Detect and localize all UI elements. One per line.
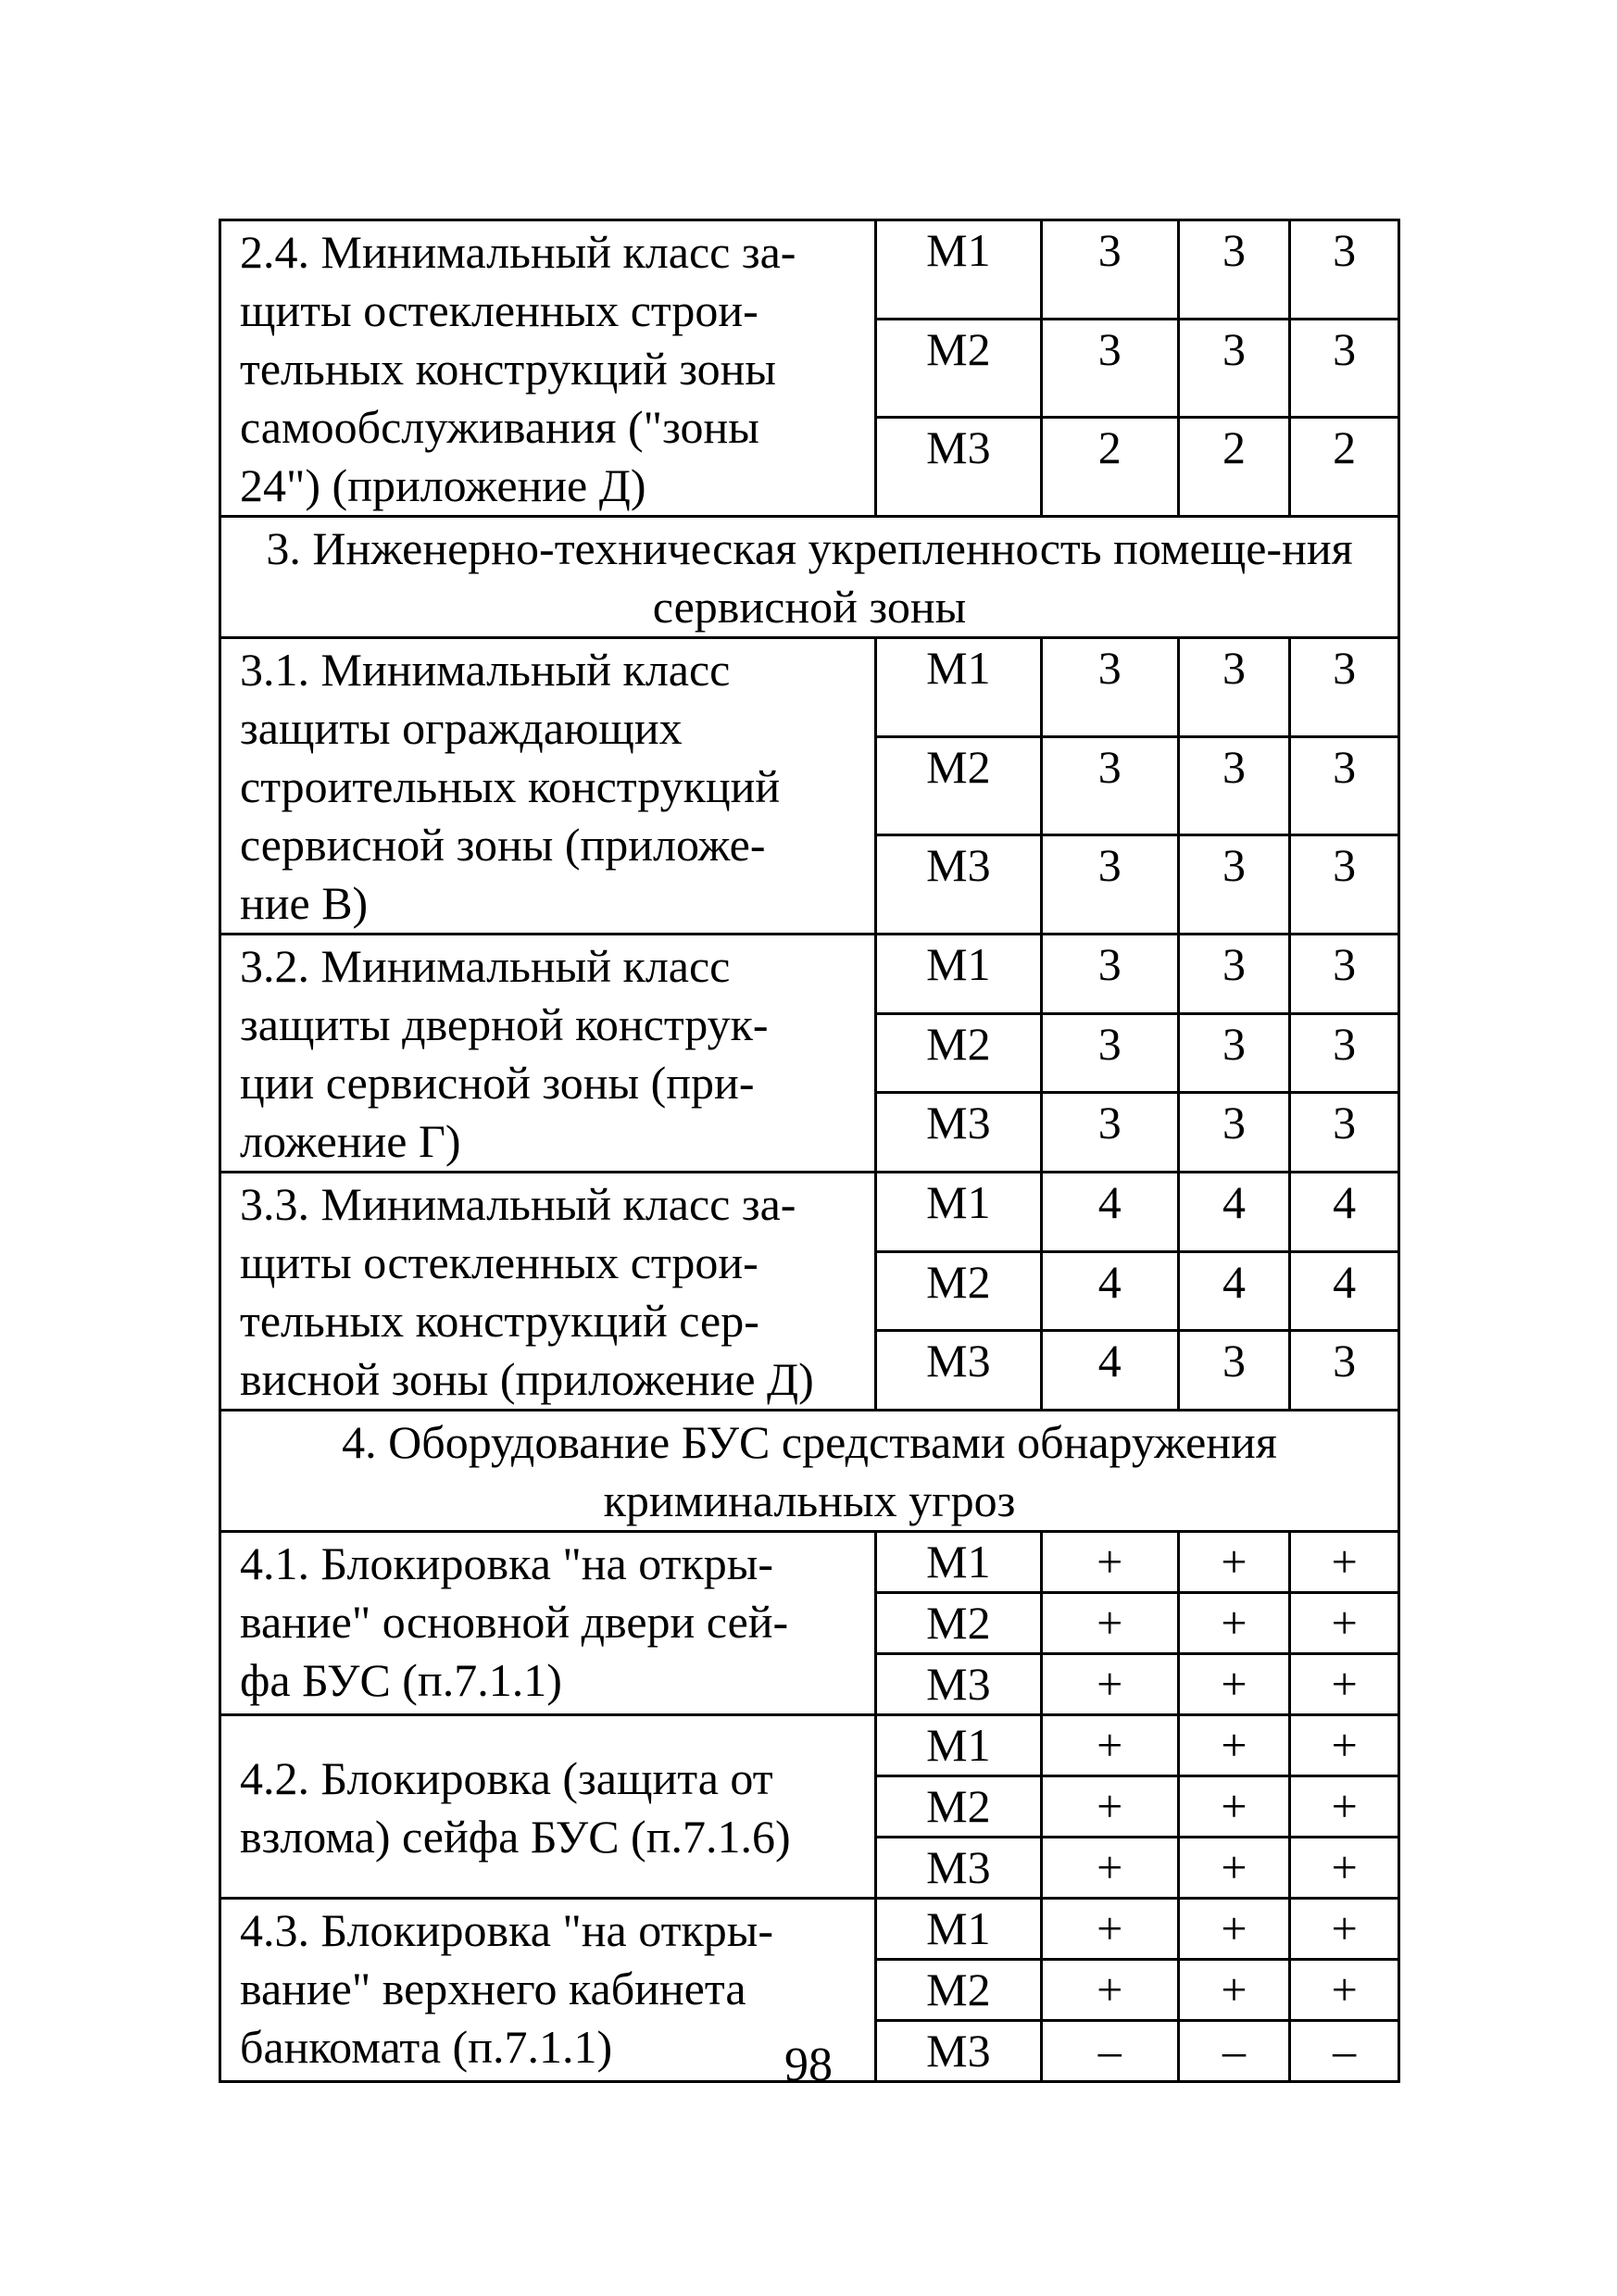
value-cell: 4 bbox=[1178, 1173, 1290, 1252]
value-cell: + bbox=[1041, 1532, 1178, 1593]
value-cell: – bbox=[1290, 2021, 1399, 2082]
value-cell: + bbox=[1178, 1654, 1290, 1715]
value-cell: 3 bbox=[1041, 935, 1178, 1014]
value-cell: 3 bbox=[1290, 638, 1399, 737]
description-line: 4.2. Блокировка (защита от bbox=[240, 1751, 773, 1804]
value-cell: 3 bbox=[1178, 1331, 1290, 1411]
modification-cell: М3 bbox=[875, 1093, 1041, 1173]
requirement-description-4-2 bbox=[220, 1715, 876, 1899]
requirements-table bbox=[219, 219, 1400, 2083]
table-row bbox=[220, 1532, 1399, 1593]
description-line: 3.2. Минимальный класс bbox=[240, 940, 731, 992]
requirement-description-2-4 bbox=[220, 220, 876, 517]
value-cell: + bbox=[1041, 1899, 1178, 1960]
value-cell: + bbox=[1178, 1532, 1290, 1593]
modification-cell: М2 bbox=[875, 736, 1041, 835]
description-line: ложение Г) bbox=[240, 1115, 461, 1167]
description-line: щиты остекленных строи- bbox=[240, 1236, 758, 1288]
description-line: тельных конструкций сер- bbox=[240, 1295, 759, 1347]
description-line: взлома) сейфа БУС (п.7.1.6) bbox=[240, 1810, 791, 1863]
modification-cell: М2 bbox=[875, 1960, 1041, 2021]
value-cell: 3 bbox=[1290, 1331, 1399, 1411]
modification-cell: М3 bbox=[875, 835, 1041, 935]
value-cell: 3 bbox=[1178, 835, 1290, 935]
value-cell: + bbox=[1178, 1838, 1290, 1899]
value-cell: 3 bbox=[1178, 220, 1290, 320]
description-line: 2.4. Минимальный класс за- bbox=[240, 226, 796, 278]
value-cell: + bbox=[1178, 1899, 1290, 1960]
description-line: 3.3. Минимальный класс за- bbox=[240, 1178, 796, 1230]
value-cell: + bbox=[1041, 1654, 1178, 1715]
requirement-description-3-1 bbox=[220, 638, 876, 935]
value-cell: 3 bbox=[1290, 935, 1399, 1014]
value-cell: + bbox=[1290, 1715, 1399, 1776]
table-row bbox=[220, 638, 1399, 737]
description-line: защиты ограждающих bbox=[240, 702, 683, 754]
modification-cell: М3 bbox=[875, 1838, 1041, 1899]
modification-cell: М2 bbox=[875, 1593, 1041, 1654]
value-cell: 2 bbox=[1178, 418, 1290, 517]
description-line: вание" основной двери сей- bbox=[240, 1596, 789, 1648]
value-cell: 3 bbox=[1178, 736, 1290, 835]
modification-cell: М3 bbox=[875, 1331, 1041, 1411]
value-cell: + bbox=[1041, 1715, 1178, 1776]
table-row bbox=[220, 935, 1399, 1014]
table-row bbox=[220, 220, 1399, 320]
page-number: 98 bbox=[784, 2039, 833, 2091]
description-line: сервисной зоны (приложе- bbox=[240, 819, 766, 871]
modification-cell: М3 bbox=[875, 1654, 1041, 1715]
value-cell: + bbox=[1178, 1960, 1290, 2021]
modification-cell: М1 bbox=[875, 1532, 1041, 1593]
modification-cell: М3 bbox=[875, 418, 1041, 517]
description-line: вание" верхнего кабинета bbox=[240, 1963, 746, 2014]
modification-cell: М2 bbox=[875, 1251, 1041, 1331]
value-cell: + bbox=[1290, 1654, 1399, 1715]
value-cell: + bbox=[1041, 1838, 1178, 1899]
modification-cell: М1 bbox=[875, 638, 1041, 737]
description-line: 4.3. Блокировка "на откры- bbox=[240, 1904, 773, 1956]
value-cell: 3 bbox=[1290, 1013, 1399, 1093]
value-cell: – bbox=[1178, 2021, 1290, 2082]
modification-cell: М2 bbox=[875, 319, 1041, 418]
table-row bbox=[220, 1899, 1399, 1960]
description-line: 24") (приложение Д) bbox=[240, 459, 646, 511]
value-cell: + bbox=[1290, 1960, 1399, 2021]
value-cell: 4 bbox=[1041, 1331, 1178, 1411]
value-cell: 3 bbox=[1290, 220, 1399, 320]
value-cell: 2 bbox=[1041, 418, 1178, 517]
modification-cell: М3 bbox=[875, 2021, 1041, 2082]
value-cell: + bbox=[1290, 1899, 1399, 1960]
value-cell: 4 bbox=[1041, 1251, 1178, 1331]
requirement-description-3-2 bbox=[220, 935, 876, 1173]
value-cell: + bbox=[1178, 1715, 1290, 1776]
description-line: висной зоны (приложение Д) bbox=[240, 1353, 814, 1405]
section-heading: 4. Оборудование БУС средствами обнаружения криминальных угроз bbox=[220, 1411, 1399, 1532]
value-cell: 3 bbox=[1290, 319, 1399, 418]
value-cell: 3 bbox=[1041, 736, 1178, 835]
description-line: самообслуживания ("зоны bbox=[240, 401, 759, 453]
description-line: 3.1. Минимальный класс bbox=[240, 644, 731, 696]
modification-cell: М1 bbox=[875, 1715, 1041, 1776]
modification-cell: М2 bbox=[875, 1013, 1041, 1093]
value-cell: 3 bbox=[1041, 638, 1178, 737]
value-cell: 3 bbox=[1041, 835, 1178, 935]
value-cell: 4 bbox=[1290, 1251, 1399, 1331]
requirements-table-body bbox=[220, 220, 1399, 2082]
section-row-3 bbox=[220, 517, 1399, 638]
value-cell: + bbox=[1290, 1593, 1399, 1654]
value-cell: – bbox=[1041, 2021, 1178, 2082]
value-cell: 3 bbox=[1178, 638, 1290, 737]
value-cell: 3 bbox=[1290, 736, 1399, 835]
value-cell: 3 bbox=[1178, 319, 1290, 418]
requirement-description-3-3 bbox=[220, 1173, 876, 1411]
description-line: фа БУС (п.7.1.1) bbox=[240, 1654, 562, 1706]
description-line: ние В) bbox=[240, 877, 369, 929]
value-cell: 3 bbox=[1041, 1013, 1178, 1093]
value-cell: 3 bbox=[1178, 935, 1290, 1014]
value-cell: 3 bbox=[1041, 220, 1178, 320]
description-line: банкомата (п.7.1.1) bbox=[240, 2021, 613, 2073]
value-cell: + bbox=[1178, 1776, 1290, 1838]
modification-cell: М1 bbox=[875, 1899, 1041, 1960]
value-cell: + bbox=[1290, 1776, 1399, 1838]
table-row bbox=[220, 1173, 1399, 1252]
value-cell: 3 bbox=[1041, 319, 1178, 418]
modification-cell: М1 bbox=[875, 220, 1041, 320]
value-cell: 4 bbox=[1041, 1173, 1178, 1252]
modification-cell: М1 bbox=[875, 1173, 1041, 1252]
value-cell: 3 bbox=[1290, 1093, 1399, 1173]
value-cell: 4 bbox=[1290, 1173, 1399, 1252]
value-cell: + bbox=[1041, 1593, 1178, 1654]
value-cell: + bbox=[1178, 1593, 1290, 1654]
value-cell: + bbox=[1290, 1532, 1399, 1593]
description-line: 4.1. Блокировка "на откры- bbox=[240, 1537, 773, 1589]
value-cell: + bbox=[1290, 1838, 1399, 1899]
value-cell: + bbox=[1041, 1960, 1178, 2021]
section-heading: 3. Инженерно-техническая укрепленность помеще-ния сервисной зоны bbox=[220, 517, 1399, 638]
requirement-description-4-1 bbox=[220, 1532, 876, 1715]
table-row bbox=[220, 1715, 1399, 1776]
description-line: щиты остекленных строи- bbox=[240, 284, 758, 336]
section-row-4 bbox=[220, 1411, 1399, 1532]
value-cell: 3 bbox=[1041, 1093, 1178, 1173]
value-cell: 3 bbox=[1290, 835, 1399, 935]
value-cell: 3 bbox=[1178, 1093, 1290, 1173]
modification-cell: М2 bbox=[875, 1776, 1041, 1838]
modification-cell: М1 bbox=[875, 935, 1041, 1014]
description-line: ции сервисной зоны (при- bbox=[240, 1057, 755, 1109]
description-line: строительных конструкций bbox=[240, 760, 781, 812]
description-line: тельных конструкций зоны bbox=[240, 343, 777, 395]
value-cell: 4 bbox=[1178, 1251, 1290, 1331]
value-cell: 3 bbox=[1178, 1013, 1290, 1093]
value-cell: + bbox=[1041, 1776, 1178, 1838]
value-cell: 2 bbox=[1290, 418, 1399, 517]
description-line: защиты дверной конструк- bbox=[240, 998, 769, 1050]
